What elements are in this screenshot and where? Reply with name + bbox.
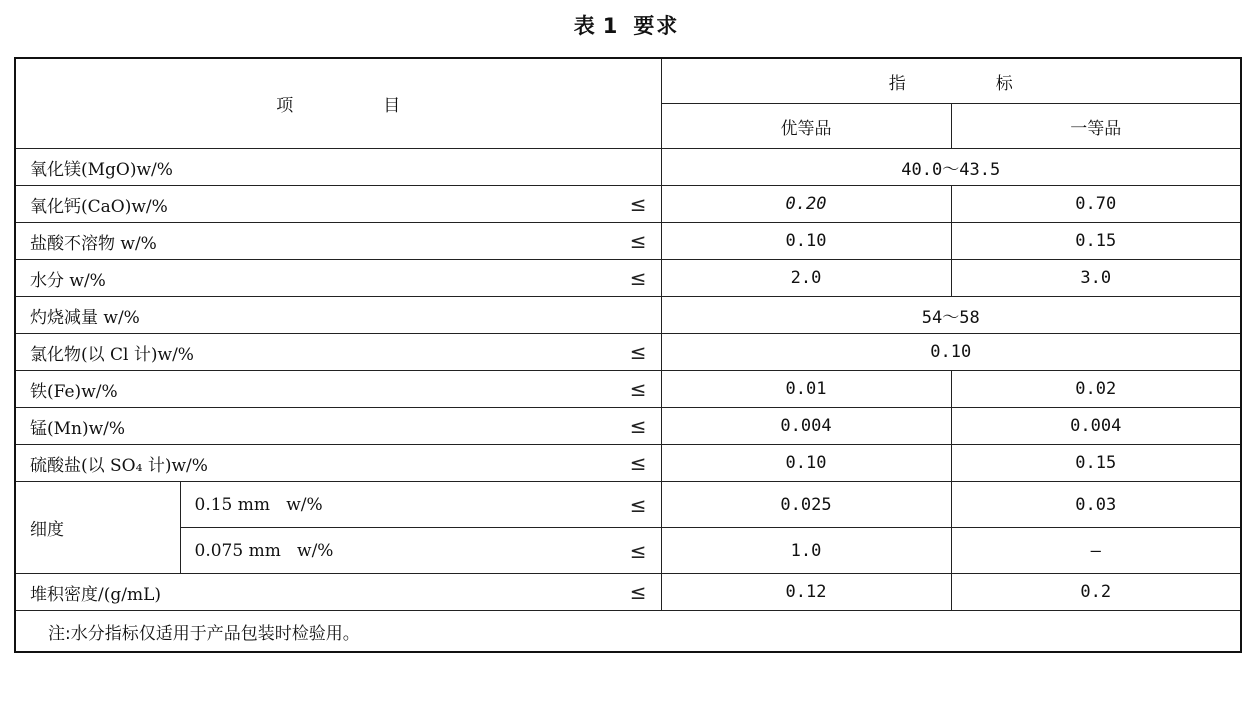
row-name-mgo: 氧化镁(MgO)w/% — [15, 149, 661, 186]
row-value-density-first: 0.2 — [951, 574, 1241, 611]
table-row — [15, 149, 1241, 186]
le-symbol: ≤ — [629, 229, 647, 253]
row-name-manganese: 锰(Mn)w/% — [30, 418, 126, 439]
table-title — [0, 10, 1253, 40]
table-title-text: 要求 — [633, 14, 680, 38]
le-symbol: ≤ — [629, 340, 647, 364]
row-value-density-superior: 0.12 — [661, 574, 951, 611]
header-item-left: 项 — [276, 96, 294, 116]
row-value-ignition-loss: 54～58 — [661, 297, 1241, 334]
row-name-ignition-loss: 灼烧减量 w/% — [15, 297, 661, 334]
row-value-mgo: 40.0～43.5 — [661, 149, 1241, 186]
row-value-insoluble-superior: 0.10 — [661, 223, 951, 260]
row-name-fineness-0075: 0.075 mm w/% — [194, 540, 334, 561]
le-symbol: ≤ — [629, 377, 647, 401]
row-value-fineness-015-first: 0.03 — [951, 482, 1241, 528]
header-index — [661, 58, 1241, 104]
row-value-cao-superior: 0.20 — [661, 186, 951, 223]
le-symbol: ≤ — [629, 192, 647, 216]
row-name-density: 堆积密度/(g/mL) — [30, 584, 162, 605]
header-row-1 — [15, 58, 1241, 104]
header-item-right: 目 — [383, 96, 401, 116]
requirements-table — [14, 57, 1242, 653]
table-note: 注:水分指标仅适用于产品包装时检验用。 — [15, 611, 1241, 653]
row-value-insoluble-first: 0.15 — [951, 223, 1241, 260]
row-value-fineness-015-superior: 0.025 — [661, 482, 951, 528]
row-name-insoluble: 盐酸不溶物 w/% — [30, 233, 157, 254]
row-name-sulfate: 硫酸盐(以 SO₄ 计)w/% — [30, 455, 208, 476]
row-value-iron-superior: 0.01 — [661, 371, 951, 408]
row-value-manganese-superior: 0.004 — [661, 408, 951, 445]
le-symbol: ≤ — [629, 266, 647, 290]
row-value-moisture-first: 3.0 — [951, 260, 1241, 297]
header-item — [15, 58, 661, 149]
row-name-cao: 氧化钙(CaO)w/% — [30, 196, 168, 217]
table-row — [15, 223, 1241, 260]
table-row — [15, 408, 1241, 445]
le-symbol: ≤ — [629, 492, 647, 517]
table-row — [15, 297, 1241, 334]
table-row — [15, 260, 1241, 297]
header-index-right: 标 — [995, 73, 1013, 94]
header-grade-superior: 优等品 — [661, 104, 951, 149]
header-grade-first: 一等品 — [951, 104, 1241, 149]
row-value-moisture-superior: 2.0 — [661, 260, 951, 297]
header-index-left: 指 — [888, 73, 906, 94]
le-symbol: ≤ — [629, 538, 647, 563]
row-value-fineness-0075-superior: 1.0 — [661, 528, 951, 574]
row-value-sulfate-superior: 0.10 — [661, 445, 951, 482]
table-row — [15, 371, 1241, 408]
row-value-cao-first: 0.70 — [951, 186, 1241, 223]
row-value-iron-first: 0.02 — [951, 371, 1241, 408]
le-symbol: ≤ — [629, 414, 647, 438]
table-row — [15, 528, 1241, 574]
row-name-iron: 铁(Fe)w/% — [30, 381, 118, 402]
row-name-fineness: 细度 — [15, 482, 180, 574]
note-row — [15, 611, 1241, 653]
row-name-fineness-015: 0.15 mm w/% — [194, 494, 323, 515]
table-row — [15, 186, 1241, 223]
row-value-sulfate-first: 0.15 — [951, 445, 1241, 482]
row-name-chloride: 氯化物(以 Cl 计)w/% — [30, 344, 194, 365]
table-row — [15, 445, 1241, 482]
le-symbol: ≤ — [629, 451, 647, 475]
table-row — [15, 574, 1241, 611]
row-name-moisture: 水分 w/% — [30, 270, 106, 291]
row-value-manganese-first: 0.004 — [951, 408, 1241, 445]
row-value-chloride: 0.10 — [661, 334, 1241, 371]
table-row — [15, 482, 1241, 528]
le-symbol: ≤ — [629, 580, 647, 604]
table-title-number: 1 — [602, 14, 620, 38]
table-title-label: 表 — [573, 14, 597, 38]
row-value-fineness-0075-first: — — [951, 528, 1241, 574]
table-row — [15, 334, 1241, 371]
